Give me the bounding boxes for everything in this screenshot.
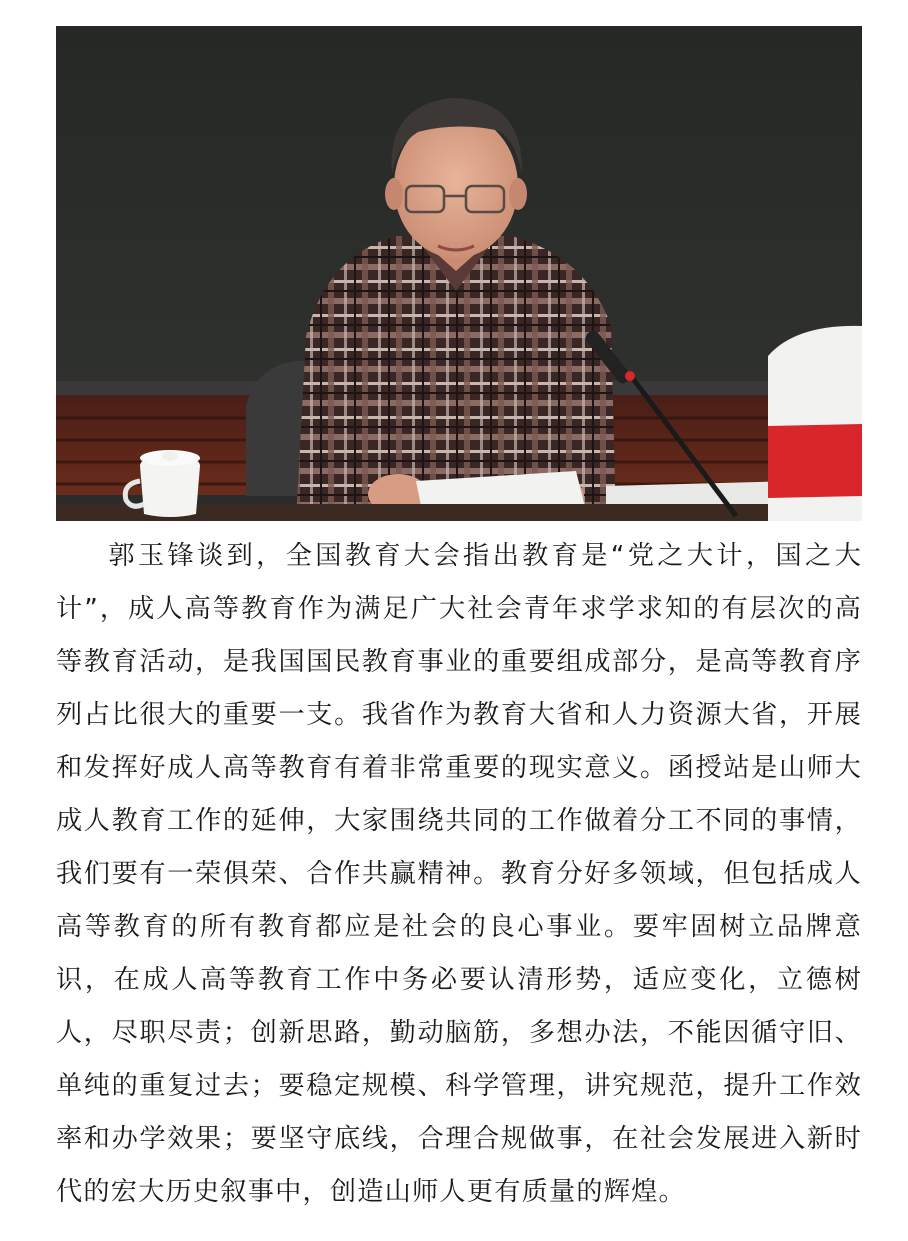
red-chair-sash xyxy=(768,424,862,498)
article-paragraph: 郭玉锋谈到，全国教育大会指出教育是“党之大计，国之大计”，成人高等教育作为满足广大社会青年求学求知的有层次的高等教育活动，是我国国民教育事业的重要组成部分，是高等教育序列占比很大的重要一支。我省作为教育大省和人力资源大省，开展和发挥好成人高等教育有着非常重要的现实意义。函授站是山师大成人教育工作的延伸，大家围绕共同的工作做着分工不同的事情，我们要有一荣俱荣、合作共赢精神。教育分好多领域，但包括成人高等教育的所有教育都应是社会的良心事业。要牢固树立品牌意识，在成人高等教育工作中务必要认清形势，适应变化，立德树人，尽职尽责；创新思路，勤动脑筋，多想办法，不能因循守旧、单纯的重复过去；要稳定规模、科学管理，讲究规范，提升工作效率和办学效果；要坚守底线，合理合规做事，在社会发展进入新时代的宏大历史叙事中，创造山师人更有质量的辉煌。 xyxy=(56,541,862,1207)
speaker-photo-illustration xyxy=(56,26,862,521)
speaker-photo xyxy=(56,26,862,521)
